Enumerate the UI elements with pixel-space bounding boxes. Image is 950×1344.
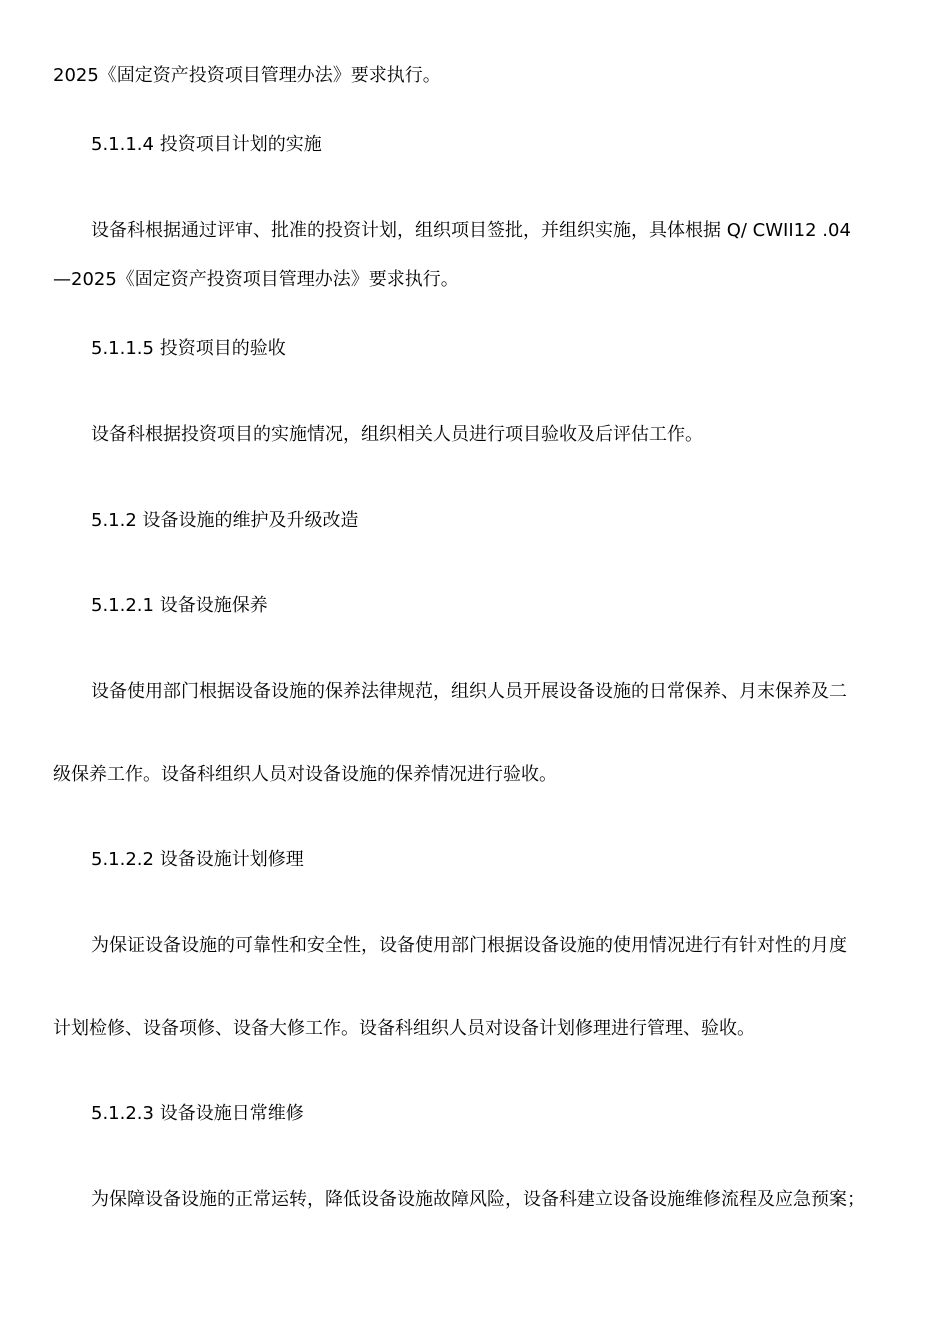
section-heading-5-1-1-5: 5.1.1.5 投资项目的验收 — [91, 338, 286, 359]
paragraph-line: 计划检修、设备项修、设备大修工作。设备科组织人员对设备计划修理进行管理、验收。 — [53, 1018, 755, 1039]
paragraph-line: 为保障设备设施的正常运转，降低设备设施故障风险，设备科建立设备设施维修流程及应急预案； — [91, 1189, 865, 1210]
paragraph-line: 设备科根据投资项目的实施情况，组织相关人员进行项目验收及后评估工作。 — [91, 424, 703, 445]
section-heading-5-1-2-1: 5.1.2.1 设备设施保养 — [91, 595, 268, 616]
paragraph-continuation: 2025《固定资产投资项目管理办法》要求执行。 — [53, 65, 441, 86]
paragraph-line: 级保养工作。设备科组织人员对设备设施的保养情况进行验收。 — [53, 764, 557, 785]
paragraph-line: —2025《固定资产投资项目管理办法》要求执行。 — [53, 269, 459, 290]
section-heading-5-1-2: 5.1.2 设备设施的维护及升级改造 — [91, 510, 359, 531]
paragraph-line: 设备科根据通过评审、批准的投资计划，组织项目签批，并组织实施，具体根据 Q/ CWII12 .04 — [91, 220, 851, 241]
section-heading-5-1-1-4: 5.1.1.4 投资项目计划的实施 — [91, 134, 322, 155]
paragraph-line: 设备使用部门根据设备设施的保养法律规范，组织人员开展设备设施的日常保养、月末保养及二 — [91, 681, 847, 702]
paragraph-line: 为保证设备设施的可靠性和安全性，设备使用部门根据设备设施的使用情况进行有针对性的月度 — [91, 935, 847, 956]
section-heading-5-1-2-3: 5.1.2.3 设备设施日常维修 — [91, 1103, 304, 1124]
section-heading-5-1-2-2: 5.1.2.2 设备设施计划修理 — [91, 849, 304, 870]
